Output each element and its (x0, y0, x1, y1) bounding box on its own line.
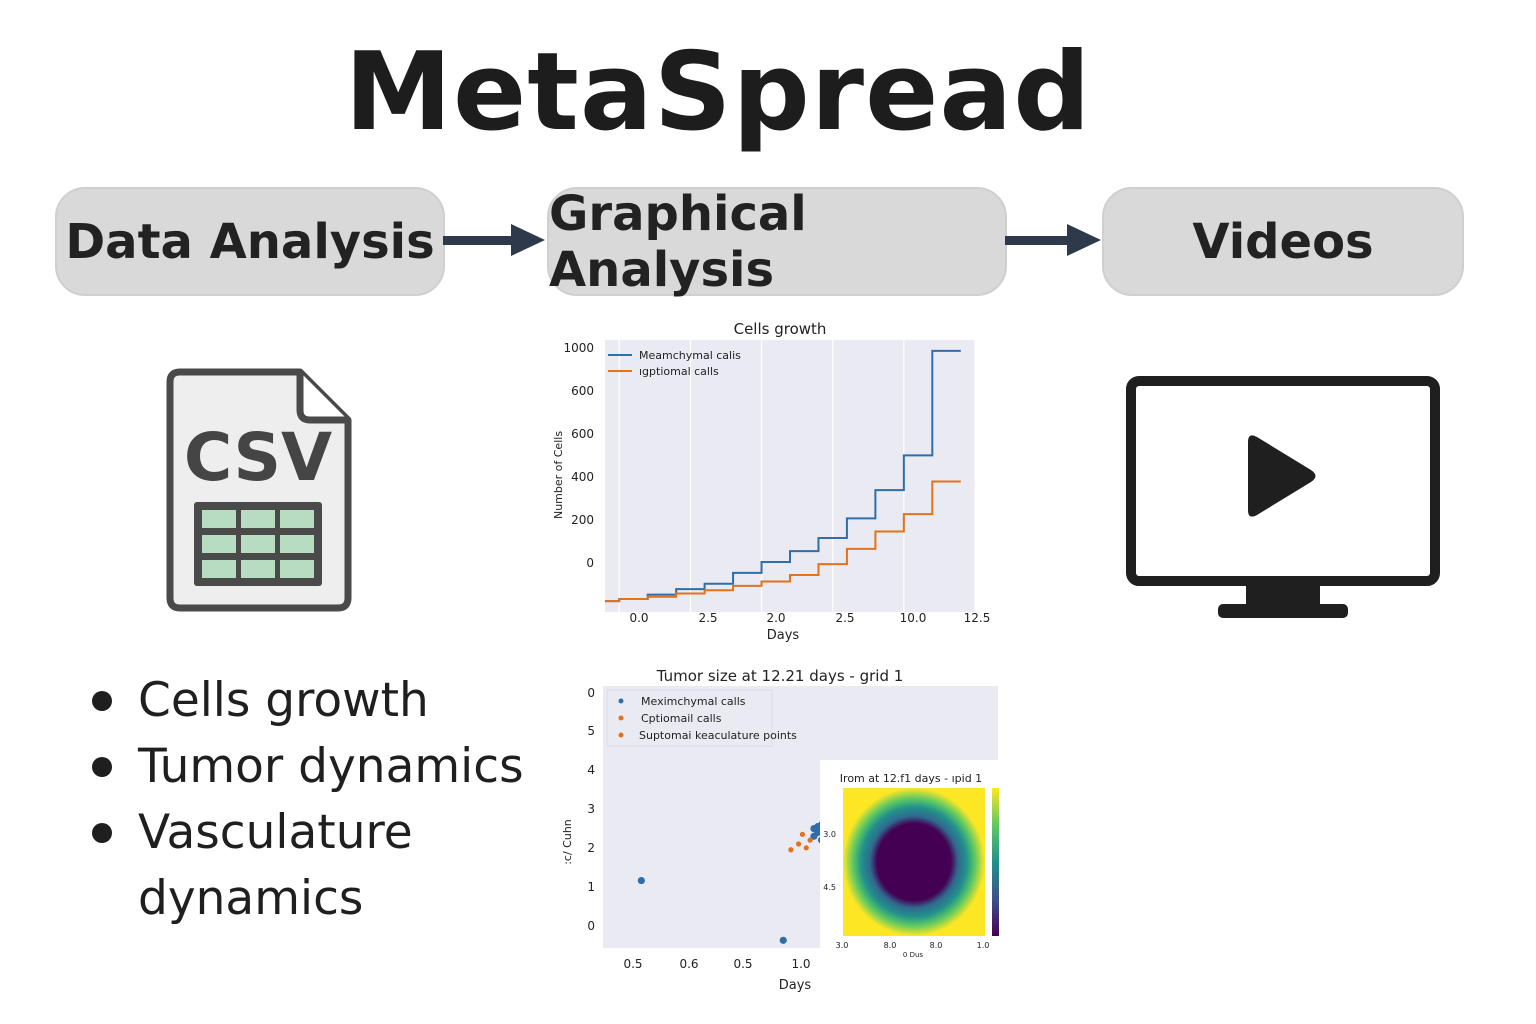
y-axis-label: Number of Cells (552, 430, 565, 520)
x-axis-label: Days (766, 628, 800, 643)
x-tick: 1.0 (791, 957, 811, 971)
stage-data-analysis: Data Analysis (55, 187, 445, 296)
x-tick: 8.0 (883, 941, 897, 950)
inset-title: Irom at 12.f1 days - ıpid 1 (839, 772, 983, 785)
x-tick: 8.0 (929, 941, 943, 950)
x-axis-label: 0 Dus (902, 951, 924, 959)
y-tick: 5 (587, 724, 595, 738)
x-tick: 12.5 (963, 611, 991, 625)
y-tick: 400 (571, 470, 594, 484)
arrow-right-icon (1005, 222, 1103, 258)
y-tick: 600 (571, 384, 594, 398)
cells-growth-chart (550, 315, 1000, 645)
list-item: Tumor dynamics (92, 734, 524, 800)
x-tick: 2.5 (698, 611, 718, 625)
legend-item: Cptiomail calls (641, 712, 722, 725)
y-tick: 1 (587, 880, 595, 894)
y-tick: 3 (587, 802, 595, 816)
y-tick: 600 (571, 427, 594, 441)
x-tick: 2.0 (766, 611, 786, 625)
plot-area (605, 340, 975, 612)
x-tick: 10.0 (899, 611, 927, 625)
scatter-point (788, 847, 793, 852)
legend-item: ıgptiomal calls (639, 365, 719, 378)
list-item: Cells growth (92, 668, 524, 734)
feature-list (92, 668, 524, 932)
y-tick: 0 (587, 919, 595, 933)
legend (607, 690, 797, 746)
y-tick: 4.5 (823, 883, 836, 892)
scatter-point (800, 832, 805, 837)
colorbar (992, 788, 999, 936)
x-tick: 0.6 (679, 957, 699, 971)
y-tick: 1000 (563, 341, 594, 355)
scatter-point (807, 838, 812, 843)
x-tick: 3.0 (835, 941, 849, 950)
x-tick: 0.5 (733, 957, 753, 971)
y-tick: 0 (587, 686, 595, 700)
list-item: Vasculature (92, 800, 524, 866)
chart-title: Cells growth (733, 320, 827, 338)
x-tick: 0.0 (629, 611, 649, 625)
scatter-point (796, 841, 801, 846)
chart-title: Tumor size at 12.21 days - grid 1 (656, 667, 904, 685)
tumor-size-chart (555, 662, 1005, 998)
scatter-point (780, 937, 787, 944)
y-tick: 2 (587, 841, 595, 855)
x-tick: 2.5 (835, 611, 855, 625)
y-tick: 0 (586, 556, 594, 570)
scatter-point (804, 845, 809, 850)
scatter-point (638, 877, 645, 884)
legend-item: Suptomai keaculature points (639, 729, 797, 742)
y-tick: 3.0 (823, 830, 836, 839)
list-item-continuation: dynamics (138, 871, 364, 926)
inset-heatmap (820, 760, 1000, 960)
heatmap-field (843, 788, 985, 936)
csv-file-icon (164, 366, 354, 614)
y-tick: 200 (571, 513, 594, 527)
x-tick: 0.5 (623, 957, 643, 971)
legend-item: Meamchymal calis (639, 349, 741, 362)
stage-videos: Videos (1102, 187, 1464, 296)
csv-label: CSV (183, 419, 333, 496)
y-axis-label: :c/ Cuhn (561, 819, 574, 865)
video-monitor-icon (1126, 376, 1442, 622)
arrow-right-icon (443, 222, 547, 258)
stage-graphical-analysis: Graphical Analysis (547, 187, 1007, 296)
page-title: MetaSpread (344, 30, 1092, 155)
y-tick: 4 (587, 763, 595, 777)
legend-item: Meximchymal calls (641, 695, 746, 708)
x-axis-label: Days (778, 978, 812, 993)
x-tick: 1.0 (976, 941, 990, 950)
